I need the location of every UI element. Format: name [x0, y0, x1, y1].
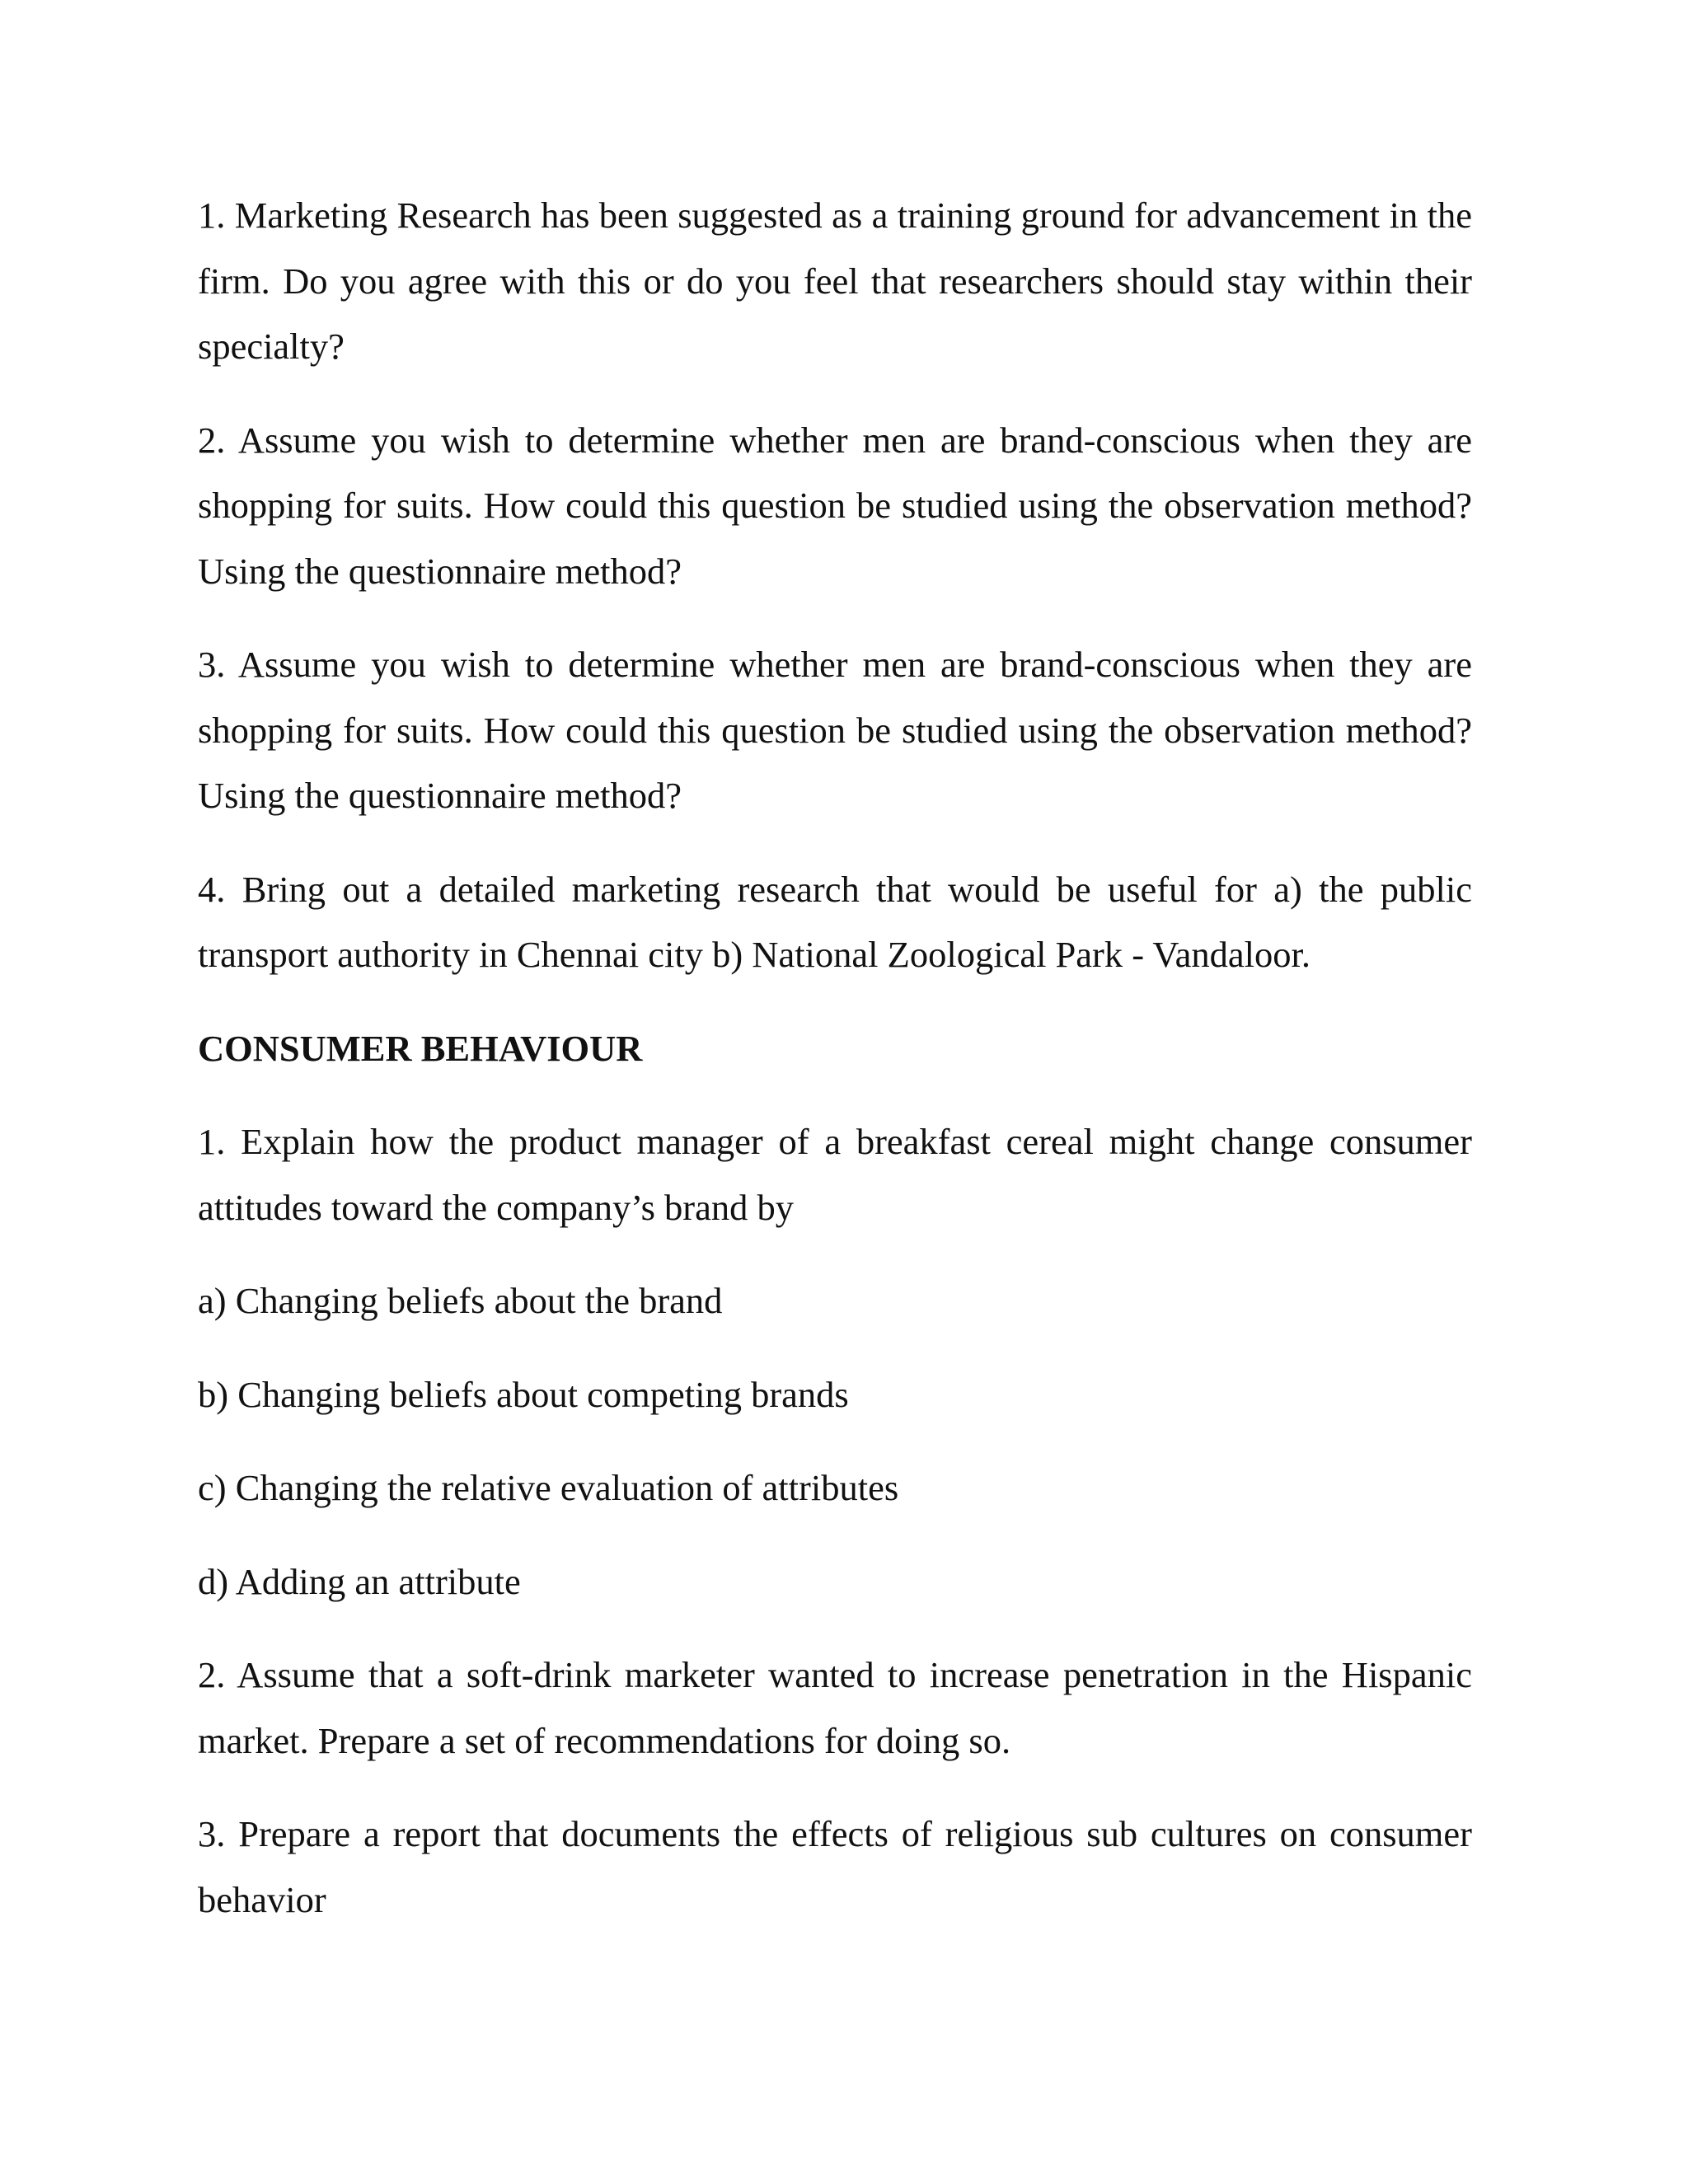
option-d: d) Adding an attribute — [198, 1560, 521, 1602]
consumer-question-2: 2. Assume that a soft-drink marketer wanted to increase penetration in the Hispanic market. Prepare a set of recommendations for doing so. — [198, 1654, 1472, 1761]
marketing-question-1: 1. Marketing Research has been suggested as a training ground for advancement in the firm. Do you agree with this or do you feel that researchers should stay within their specialty? — [198, 194, 1472, 367]
marketing-question-3: 3. Assume you wish to determine whether men are brand-conscious when they are shopping for suits. How could this question be studied using the observation method? Using the questionnaire method? — [198, 644, 1472, 816]
option-a: a) Changing beliefs about the brand — [198, 1280, 723, 1321]
option-c: c) Changing the relative evaluation of attributes — [198, 1467, 899, 1508]
marketing-question-4: 4. Bring out a detailed marketing research that would be useful for a) the public transport authority in Chennai city b) National Zoological Park - Vandaloor. — [198, 868, 1472, 975]
document-page — [198, 183, 1472, 1961]
option-b: b) Changing beliefs about competing brands — [198, 1373, 849, 1415]
marketing-question-2: 2. Assume you wish to determine whether men are brand-conscious when they are shopping for suits. How could this question be studied using the observation method? Using the questionnaire method? — [198, 419, 1472, 592]
consumer-question-1: 1. Explain how the product manager of a breakfast cereal might change consumer attitudes toward the company’s brand by — [198, 1121, 1472, 1228]
section-heading-consumer-behaviour: CONSUMER BEHAVIOUR — [198, 1027, 643, 1069]
consumer-question-3: 3. Prepare a report that documents the effects of religious sub cultures on consumer behavior — [198, 1813, 1472, 1920]
